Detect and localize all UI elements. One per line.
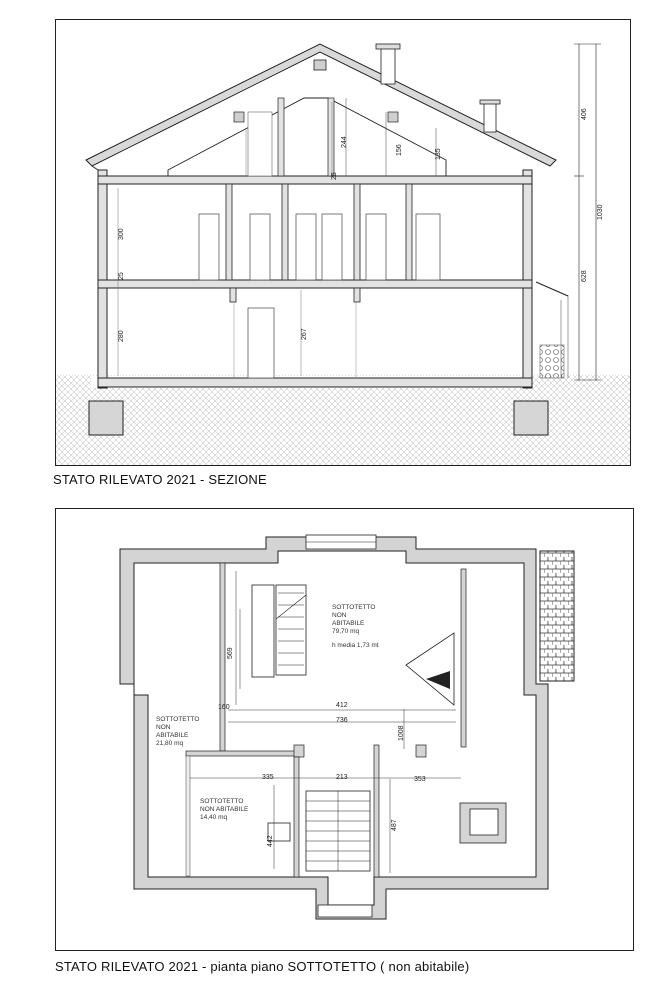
- attic-floor-slab: [98, 176, 532, 184]
- dim-135: 135: [435, 148, 442, 160]
- roof-tile-block: [540, 551, 574, 681]
- left-wall: [98, 170, 107, 388]
- svg-text:ABITABILE: ABITABILE: [332, 620, 365, 627]
- dim-406: 406: [581, 108, 588, 120]
- section-drawing: [56, 20, 630, 465]
- dim-487: 487: [391, 819, 398, 831]
- dim-1008: 1008: [398, 725, 405, 741]
- dim-25-upper: 25: [331, 172, 338, 180]
- ground-floor-door: [248, 308, 274, 378]
- stone-wall: [540, 345, 564, 378]
- svg-text:SOTTOTETTO: SOTTOTETTO: [156, 716, 200, 723]
- svg-text:21,80 mq: 21,80 mq: [156, 740, 184, 747]
- dim-1030: 1030: [597, 204, 604, 220]
- svg-text:79,70 mq: 79,70 mq: [332, 628, 360, 635]
- svg-text:h media 1,73 mt: h media 1,73 mt: [332, 642, 379, 649]
- section-caption: STATO RILEVATO 2021 - SEZIONE: [53, 472, 267, 487]
- dim-156: 156: [396, 144, 403, 156]
- ridge-beam: [314, 60, 326, 70]
- svg-text:SOTTOTETTO: SOTTOTETTO: [332, 604, 376, 611]
- dim-353: 353: [414, 776, 426, 783]
- left-footing: [89, 401, 123, 435]
- dim-736: 736: [336, 717, 348, 724]
- section-drawing-frame: [55, 19, 631, 466]
- svg-text:NON ABITABILE: NON ABITABILE: [200, 806, 249, 813]
- attic-ceiling: [168, 98, 446, 176]
- right-wall: [523, 170, 532, 388]
- dim-267: 267: [301, 328, 308, 340]
- dim-628: 628: [581, 270, 588, 282]
- plan-drawing-frame: [55, 508, 634, 951]
- plan-drawing: [56, 509, 633, 950]
- svg-text:14,40 mq: 14,40 mq: [200, 814, 228, 821]
- dim-213: 213: [336, 774, 348, 781]
- svg-text:NON: NON: [332, 612, 347, 619]
- dim-412: 412: [336, 702, 348, 709]
- dim-300: 300: [118, 228, 125, 240]
- upper-staircase: [252, 585, 274, 677]
- right-footing: [514, 401, 548, 435]
- dim-280: 280: [118, 330, 125, 342]
- chimney: [381, 46, 395, 84]
- svg-text:SOTTOTETTO: SOTTOTETTO: [200, 798, 244, 805]
- first-floor-slab: [98, 280, 532, 288]
- dim-442: 442: [267, 835, 274, 847]
- dim-160: 160: [218, 704, 230, 711]
- svg-text:ABITABILE: ABITABILE: [156, 732, 189, 739]
- dim-335: 335: [262, 774, 274, 781]
- svg-text:NON: NON: [156, 724, 171, 731]
- plan-caption: STATO RILEVATO 2021 - pianta piano SOTTOTETTO ( non abitabile): [55, 959, 470, 974]
- dim-569: 569: [227, 647, 234, 659]
- dim-25-lower: 25: [118, 272, 125, 280]
- ground-floor-slab: [98, 378, 532, 387]
- vent-pipe: [484, 102, 496, 132]
- dim-244: 244: [341, 136, 348, 148]
